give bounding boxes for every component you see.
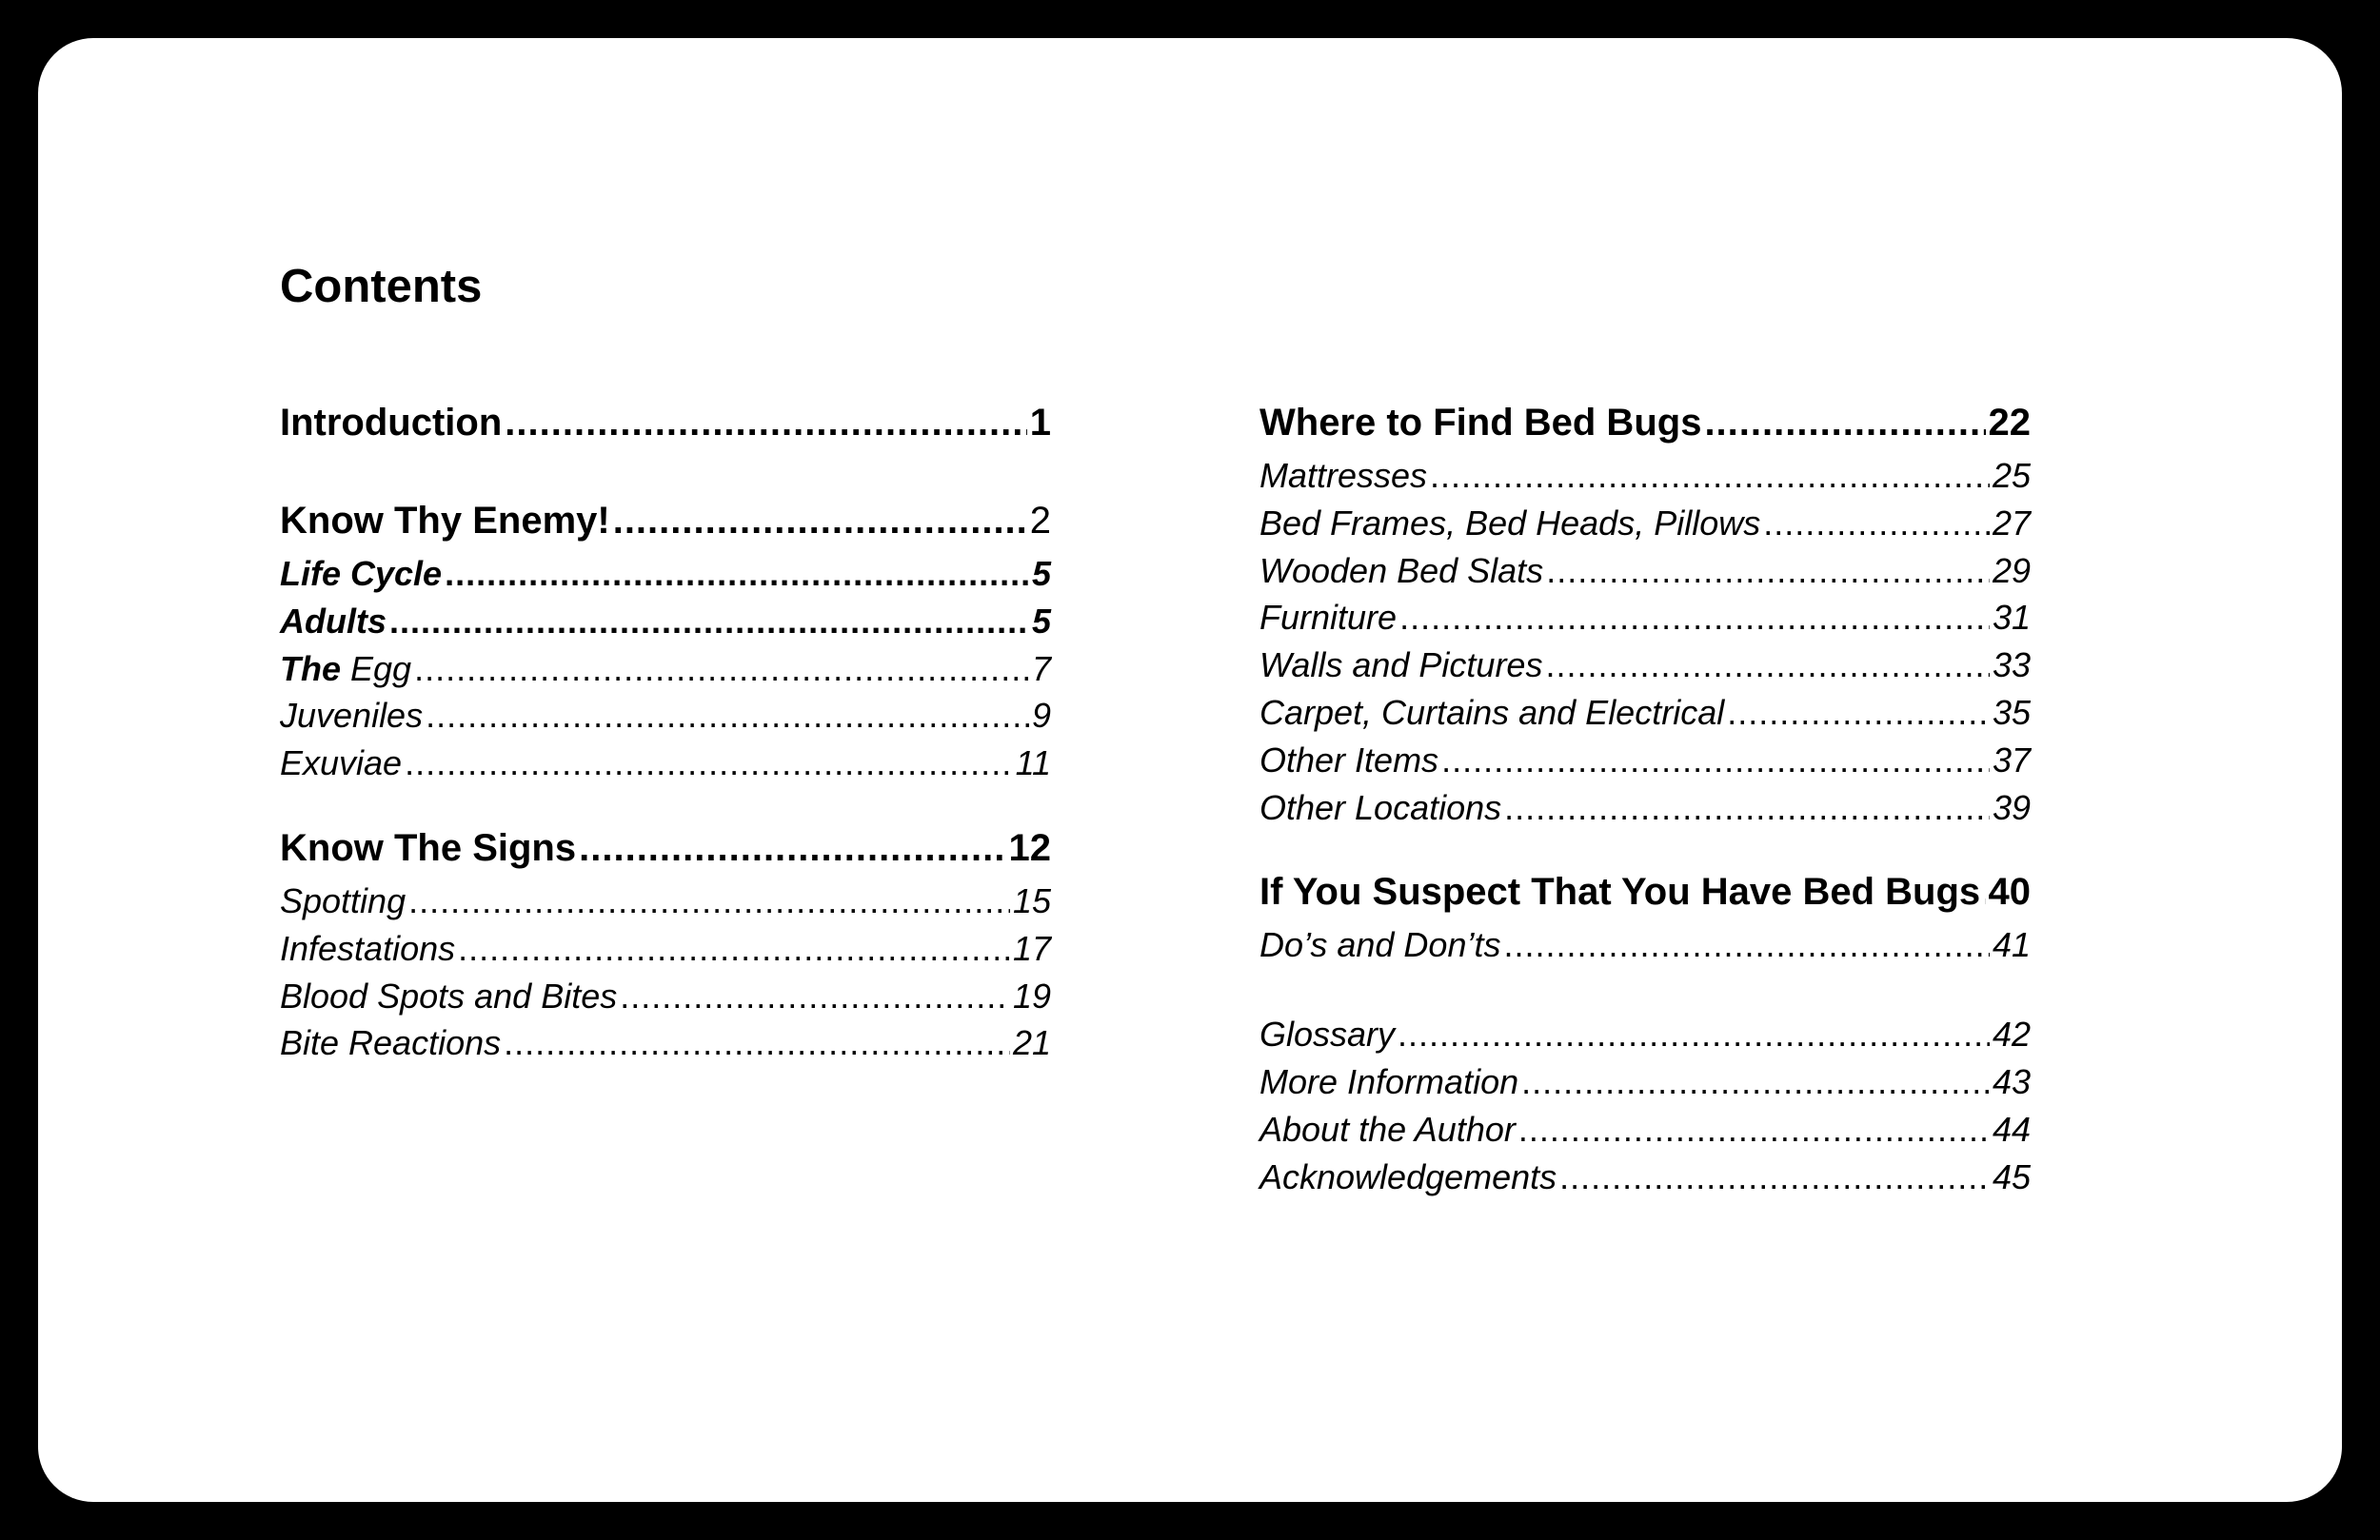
toc-entry-more-information[interactable] (1259, 1058, 2031, 1106)
dot-leader (1521, 1058, 1990, 1106)
toc-label: Wooden Bed Slats (1259, 550, 1544, 590)
page-title: Contents (280, 261, 483, 312)
toc-entry-mattresses[interactable] (1259, 452, 2031, 500)
toc-entry-bite-reactions[interactable] (280, 1019, 1051, 1067)
toc-entry-blood-spots-and-bites[interactable] (280, 973, 1051, 1020)
toc-page-number: 43 (1992, 1061, 2031, 1101)
toc-page-number: 42 (1992, 1015, 2031, 1055)
toc-heading-introduction[interactable] (280, 394, 1051, 452)
dot-leader (1559, 1154, 1990, 1201)
dot-leader (408, 878, 1010, 925)
dot-leader (505, 394, 1026, 452)
toc-heading-where-to-find-bed-bugs[interactable] (1259, 394, 2031, 452)
toc-label: Walls and Pictures (1259, 645, 1543, 685)
toc-label: Other Locations (1259, 787, 1502, 827)
dot-leader (620, 973, 1010, 1020)
toc-page-number: 40 (1988, 871, 2031, 914)
toc-page-number: 2 (1029, 500, 1051, 542)
toc-entry-spotting[interactable] (280, 878, 1051, 925)
toc-entry-adults[interactable] (280, 598, 1051, 645)
dot-leader (1398, 1011, 1990, 1058)
dot-leader (1763, 500, 1990, 547)
toc-label: Bed Frames, Bed Heads, Pillows (1259, 503, 1761, 543)
dot-leader (1545, 642, 1989, 689)
toc-page-number: 37 (1992, 740, 2031, 780)
dot-leader (1727, 689, 1990, 737)
dot-leader (414, 645, 1029, 693)
toc-entry-dos-and-donts[interactable] (1259, 921, 2031, 969)
toc-page-number: 22 (1988, 402, 2031, 444)
dot-leader (1704, 394, 1985, 452)
toc-label-rest: Egg (341, 648, 412, 688)
toc-page-number: 19 (1012, 976, 1051, 1016)
toc-entry-infestations[interactable] (280, 925, 1051, 973)
dot-leader (613, 492, 1027, 550)
toc-label: Adults (280, 601, 387, 641)
toc-page-number: 29 (1992, 550, 2031, 590)
toc-page-number: 33 (1992, 645, 2031, 685)
toc-label (280, 645, 411, 693)
dot-leader (504, 1019, 1010, 1067)
toc-label: Carpet, Curtains and Electrical (1259, 692, 1725, 732)
toc-page-number: 1 (1029, 402, 1051, 444)
toc-page-number: 15 (1012, 880, 1051, 920)
dot-leader (1430, 452, 1990, 500)
toc-page-number: 21 (1012, 1023, 1051, 1063)
dot-leader (1503, 921, 1989, 969)
toc-page-number: 9 (1031, 696, 1051, 736)
toc-page-number: 31 (1992, 598, 2031, 638)
toc-right-column (1259, 394, 2031, 1200)
dot-leader (389, 598, 1029, 645)
toc-label: Introduction (280, 402, 503, 444)
dot-leader (445, 550, 1029, 598)
toc-label: Life Cycle (280, 554, 443, 593)
toc-entry-life-cycle[interactable] (280, 550, 1051, 598)
toc-entry-other-items[interactable] (1259, 737, 2031, 784)
toc-entry-bed-frames[interactable] (1259, 500, 2031, 547)
toc-label: Exuviae (280, 743, 403, 783)
toc-entry-carpet-curtains-electrical[interactable] (1259, 689, 2031, 737)
toc-entry-exuviae[interactable] (280, 740, 1051, 787)
toc-label: Juveniles (280, 696, 424, 736)
toc-page-number: 25 (1992, 456, 2031, 495)
toc-page-number: 44 (1992, 1109, 2031, 1149)
toc-page-number: 35 (1992, 692, 2031, 732)
dot-leader (1504, 784, 1990, 832)
toc-label: Spotting (280, 880, 407, 920)
dot-leader (1399, 594, 1990, 642)
toc-label: More Information (1259, 1061, 1519, 1101)
toc-page-number: 39 (1992, 787, 2031, 827)
dot-leader (579, 819, 1005, 878)
toc-page-number: 27 (1992, 503, 2031, 543)
toc-entry-walls-and-pictures[interactable] (1259, 642, 2031, 689)
toc-heading-know-thy-enemy[interactable] (280, 492, 1051, 550)
toc-label: Glossary (1259, 1015, 1396, 1055)
toc-label: Where to Find Bed Bugs (1259, 402, 1702, 444)
toc-label: Other Items (1259, 740, 1439, 780)
toc-page-number: 5 (1031, 554, 1051, 593)
toc-label: Blood Spots and Bites (280, 976, 618, 1016)
dot-leader (426, 692, 1029, 740)
toc-label: Acknowledgements (1259, 1156, 1557, 1196)
toc-page-number: 41 (1992, 925, 2031, 965)
toc-heading-if-you-suspect[interactable] (1259, 863, 2031, 921)
toc-left-column (280, 394, 1051, 1067)
toc-label: Know The Signs (280, 826, 577, 869)
toc-page-number: 7 (1031, 648, 1051, 688)
dot-leader (458, 925, 1010, 973)
toc-entry-the-egg[interactable] (280, 645, 1051, 693)
dot-leader (1546, 547, 1990, 595)
toc-label-bold-part: The (280, 648, 342, 688)
toc-label: Bite Reactions (280, 1023, 502, 1063)
toc-page-number: 5 (1031, 601, 1051, 641)
toc-label: Do’s and Don’ts (1259, 925, 1501, 965)
toc-page-number: 45 (1992, 1156, 2031, 1196)
toc-label: Infestations (280, 928, 456, 968)
toc-label: Know Thy Enemy! (280, 500, 610, 542)
toc-page-number: 17 (1012, 928, 1051, 968)
toc-entry-juveniles[interactable] (280, 692, 1051, 740)
dot-leader (1441, 737, 1990, 784)
toc-label: Mattresses (1259, 456, 1428, 495)
dot-leader (405, 740, 1013, 787)
toc-entry-furniture[interactable] (1259, 594, 2031, 642)
toc-entry-other-locations[interactable] (1259, 784, 2031, 832)
dot-leader (1983, 863, 1985, 921)
toc-entry-acknowledgements[interactable] (1259, 1154, 2031, 1201)
toc-label: Furniture (1259, 598, 1398, 638)
toc-heading-know-the-signs[interactable] (280, 819, 1051, 878)
dot-leader (1518, 1106, 1990, 1154)
toc-entry-wooden-bed-slats[interactable] (1259, 547, 2031, 595)
toc-label: About the Author (1259, 1109, 1516, 1149)
toc-label: If You Suspect That You Have Bed Bugs (1259, 871, 1981, 914)
toc-page-number: 12 (1008, 826, 1051, 869)
toc-entry-glossary[interactable] (1259, 1011, 2031, 1058)
toc-entry-about-the-author[interactable] (1259, 1106, 2031, 1154)
toc-page-number: 11 (1015, 743, 1051, 783)
